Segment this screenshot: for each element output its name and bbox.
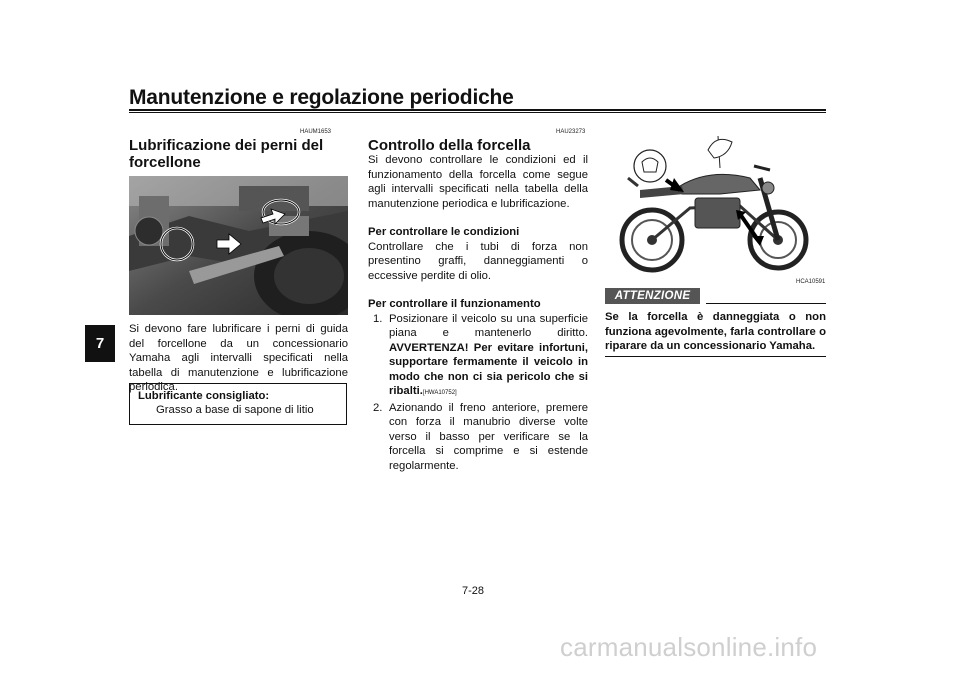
- lubricant-box-value: Grasso a base di sapone di litio: [156, 404, 314, 416]
- watermark: carmanualsonline.info: [560, 632, 818, 662]
- section-code: HAUM1653: [300, 129, 332, 135]
- step-text: Azionando il freno anteriore, premere con forza il manubrio diverse volte verso il basso per verificare se la forcella si comprime e si estende regolarmente.: [389, 401, 588, 472]
- list-item: [368, 401, 588, 474]
- step-text: Posizionare il veicolo su una superficie piana e mantenerlo diritto.: [389, 312, 588, 339]
- lubricant-box-title: Lubrificante consigliato:: [138, 390, 270, 402]
- section-heading: Lubrificazione dei perni del forcellone: [129, 137, 324, 171]
- lubricant-box: [129, 383, 347, 425]
- motorcycle-figure: [610, 128, 826, 276]
- header-rule: [129, 109, 826, 111]
- condition-paragraph: Controllare che i tubi di forza non presentino graffi, danneggiamenti o eccessive perdite di olio.: [368, 240, 588, 282]
- section-heading: Controllo della forcella: [368, 137, 531, 154]
- caution-rule: [706, 303, 826, 304]
- fork-check-text: [368, 153, 588, 473]
- subheading-operation: Per controllare il funzionamento: [368, 298, 541, 310]
- page-title: Manutenzione e regolazione periodiche: [129, 86, 514, 109]
- figure-code: HCA10591: [796, 279, 826, 285]
- header-rule-thin: [129, 112, 826, 113]
- swingarm-photo: [129, 176, 348, 315]
- page-number: 7-28: [462, 585, 485, 597]
- operation-steps: [368, 312, 588, 474]
- warning-text: AVVERTENZA! Per evitare infortuni, supportare fermamente il veicolo in modo che non ci sia pericolo che si ribalti.: [389, 341, 588, 397]
- caution-label: ATTENZIONE: [605, 288, 700, 304]
- caution-bottom-rule: [605, 356, 826, 357]
- chapter-tab: 7: [85, 325, 115, 362]
- intro-paragraph: Si devono controllare le condizioni ed il funzionamento della forcella come segue agli intervalli specificati nella tabella della manutenzione periodica e lubrificazione.: [368, 154, 588, 210]
- step-number: 1.: [373, 312, 383, 325]
- subheading-condition: Per controllare le condizioni: [368, 226, 520, 238]
- section-code: HAU23273: [556, 129, 586, 135]
- caution-text: Se la forcella è danneggiata o non funziona agevolmente, farla controllare o riparare da un concessionario Yamaha.: [605, 311, 826, 352]
- warning-code: [HWA10752]: [422, 390, 457, 396]
- section-body: Si devono fare lubrificare i perni di guida del forcellone da un concessionario Yamaha agli intervalli specificati nella tabella di manutenzione e lubrificazione periodica.: [129, 323, 348, 393]
- step-number: 2.: [373, 401, 383, 414]
- list-item: [368, 312, 588, 401]
